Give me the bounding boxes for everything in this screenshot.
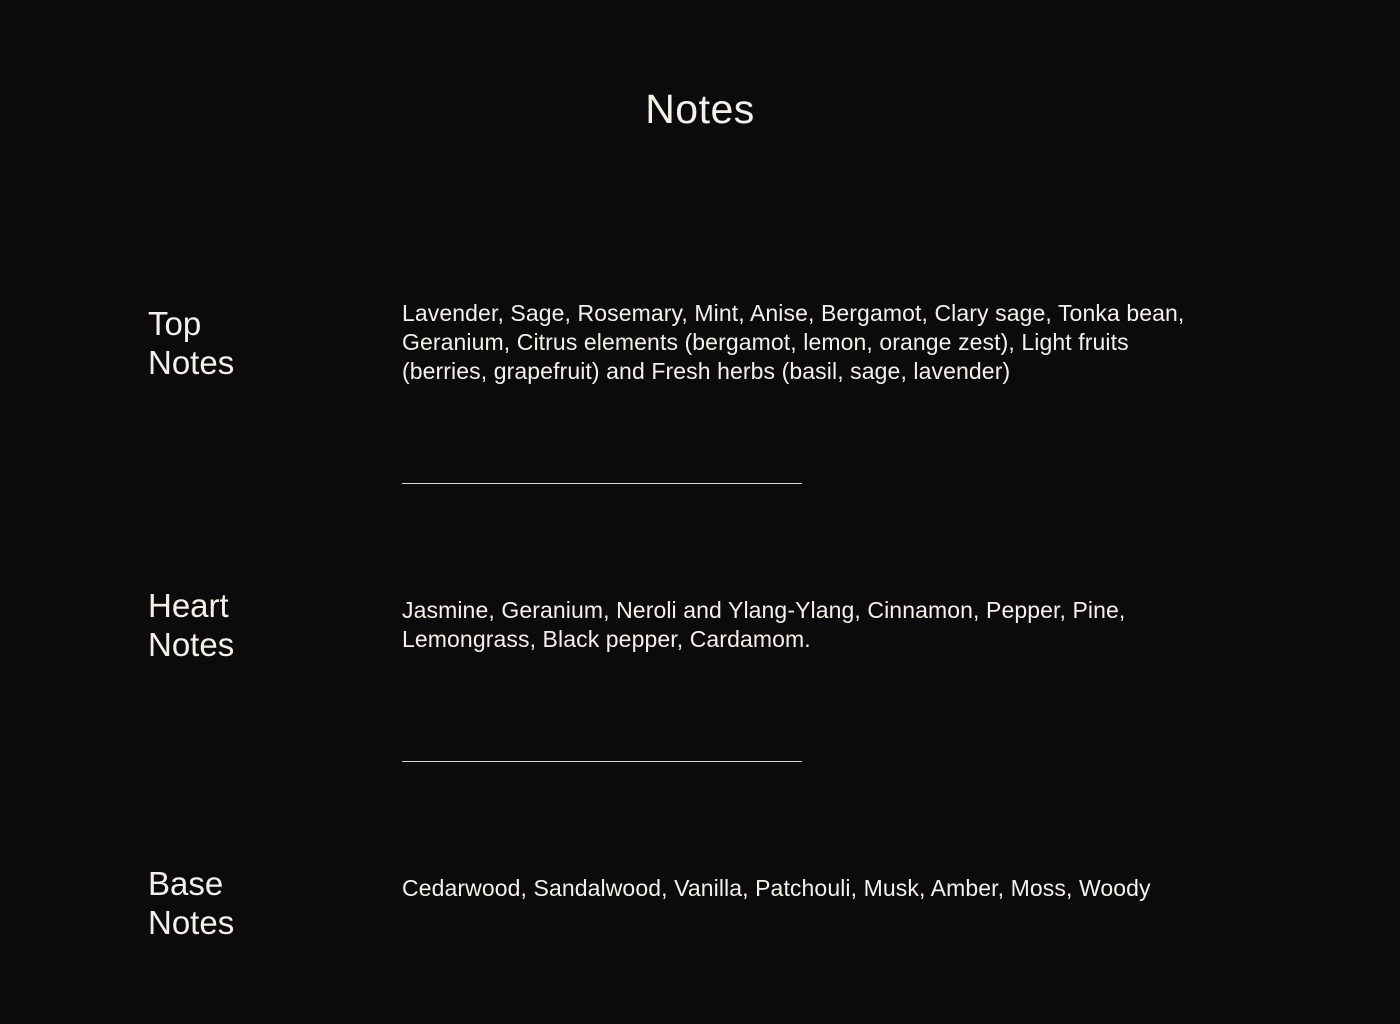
divider [402,761,802,762]
section-label [148,304,348,382]
section-text: Jasmine, Geranium, Neroli and Ylang-Ylang, Cinnamon, Pepper, Pine, Lemongrass, Black pepper, Cardamom. [402,597,1126,652]
section-text: Cedarwood, Sandalwood, Vanilla, Patchouli, Musk, Amber, Moss, Woody [402,875,1151,901]
section-text: Lavender, Sage, Rosemary, Mint, Anise, Bergamot, Clary sage, Tonka bean, Geranium, Citrus elements (bergamot, lemon, orange zest), Light fruits (berries, grapefruit) and Fresh herbs (basil, sage, lavender) [402,300,1185,384]
section-label-line2: Notes [148,344,235,381]
section-label-line2: Notes [148,626,235,663]
page-title: Notes [645,86,755,132]
section-label [148,586,348,664]
section-label [148,864,348,942]
divider [402,483,802,484]
section-label-line1: Base [148,865,224,902]
section-label-line2: Notes [148,904,235,941]
section-label-line1: Top [148,305,202,342]
section-label-line1: Heart [148,587,229,624]
